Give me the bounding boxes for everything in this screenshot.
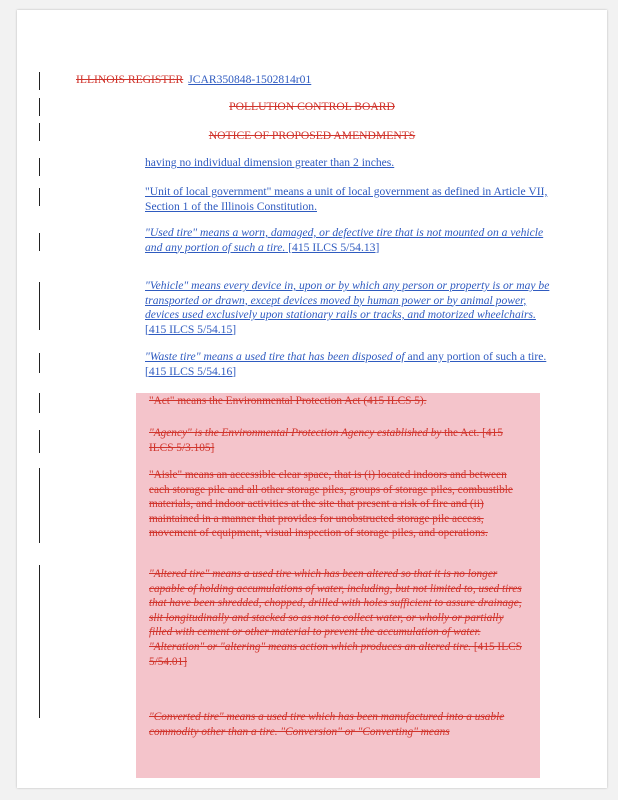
definition-italic-text: "Waste tire" means a used tire that has been disposed of [145,350,405,363]
definition-text: having no individual dimension greater than 2 inches. [145,156,395,169]
register-inserted: JCAR350848-1502814r01 [188,73,312,86]
change-bar [39,353,40,373]
change-bar [39,72,40,90]
definition-italic-text: "Used tire" means a worn, damaged, or defective tire that is not mounted on a vehicle and any portion of such a tire. [145,226,544,254]
definition-vehicle [145,279,550,337]
notice-title: NOTICE OF PROPOSED AMENDMENTS [208,129,416,142]
definition-used-tire [145,226,550,255]
definition-italic-text: "Converted tire" means a used tire which has been manufactured into a usable commodity other than a tire. "Conversion" or "Converting" means [149,711,505,738]
change-bar [39,673,40,718]
definition-unit-of-local-government [145,185,550,214]
board-title: POLLUTION CONTROL BOARD [229,100,395,113]
document-page [17,10,607,788]
definition-text: "Act" means the Environmental Protection Act (415 ILCS 5). [149,395,427,407]
definition-text: "Aisle" means an accessible clear space, that is (i) located indoors and between each storage pile and all other storage piles, groups of storage piles, combustible materials, and indoor activities at the site that present a risk of fire and (ii) maintained in a manner that provides for unobstructed storage pile access, movement of equipment, visual inspection of storage piles, and operations. [149,469,513,540]
definition-agency [149,426,529,455]
change-bar [39,158,40,176]
change-bar [39,188,40,206]
citation: [415 ILCS 5/54.01] [149,640,522,668]
change-bar [39,233,40,251]
definition-dimension [145,156,550,171]
definition-converted-tire [149,710,529,739]
definition-act [149,394,529,409]
citation: and any portion of such a tire. [415 ILCS 5/54.16] [145,350,547,378]
change-bar [39,282,40,330]
definition-italic-text: "Altered tire" means a used tire which has been altered so that it is no longer capable of holding accumulations of water, including, but not limited to, used tires that have been shredded, chopped, drilled with holes sufficient to assure drainage, slit longitudinally and stacked so as not to collect water, or wholly or partially filled with cement or other material to prevent the accumulation of water. "Alteration" or "altering" means action which produces an altered tire. [149,568,522,653]
definition-waste-tire [145,350,550,379]
register-header [76,72,311,87]
change-bar [39,468,40,543]
citation: [415 ILCS 5/54.13] [285,240,380,254]
citation: the Act. [415 ILCS 5/3.105] [149,427,503,454]
definition-italic-text: "Vehicle" means every device in, upon or by which any person or property is or may be transported or drawn, except devices moved by human power or by animal power, devices used exclusively upon stationary rails or tracks, and motorized wheelchairs. [145,279,550,321]
definition-text: "Unit of local government" means a unit of local government as defined in Article VII, Section 1 of the Illinois Constitution. [145,185,548,213]
definition-aisle [149,468,529,541]
citation: [415 ILCS 5/54.15] [145,322,237,336]
definition-italic-text: "Agency" is the Environmental Protection Agency established by [149,427,442,439]
change-bar [39,430,40,453]
change-bar [39,393,40,413]
change-bar [39,565,40,675]
definition-altered-tire [149,567,529,669]
register-deleted: ILLINOIS REGISTER [76,73,184,86]
